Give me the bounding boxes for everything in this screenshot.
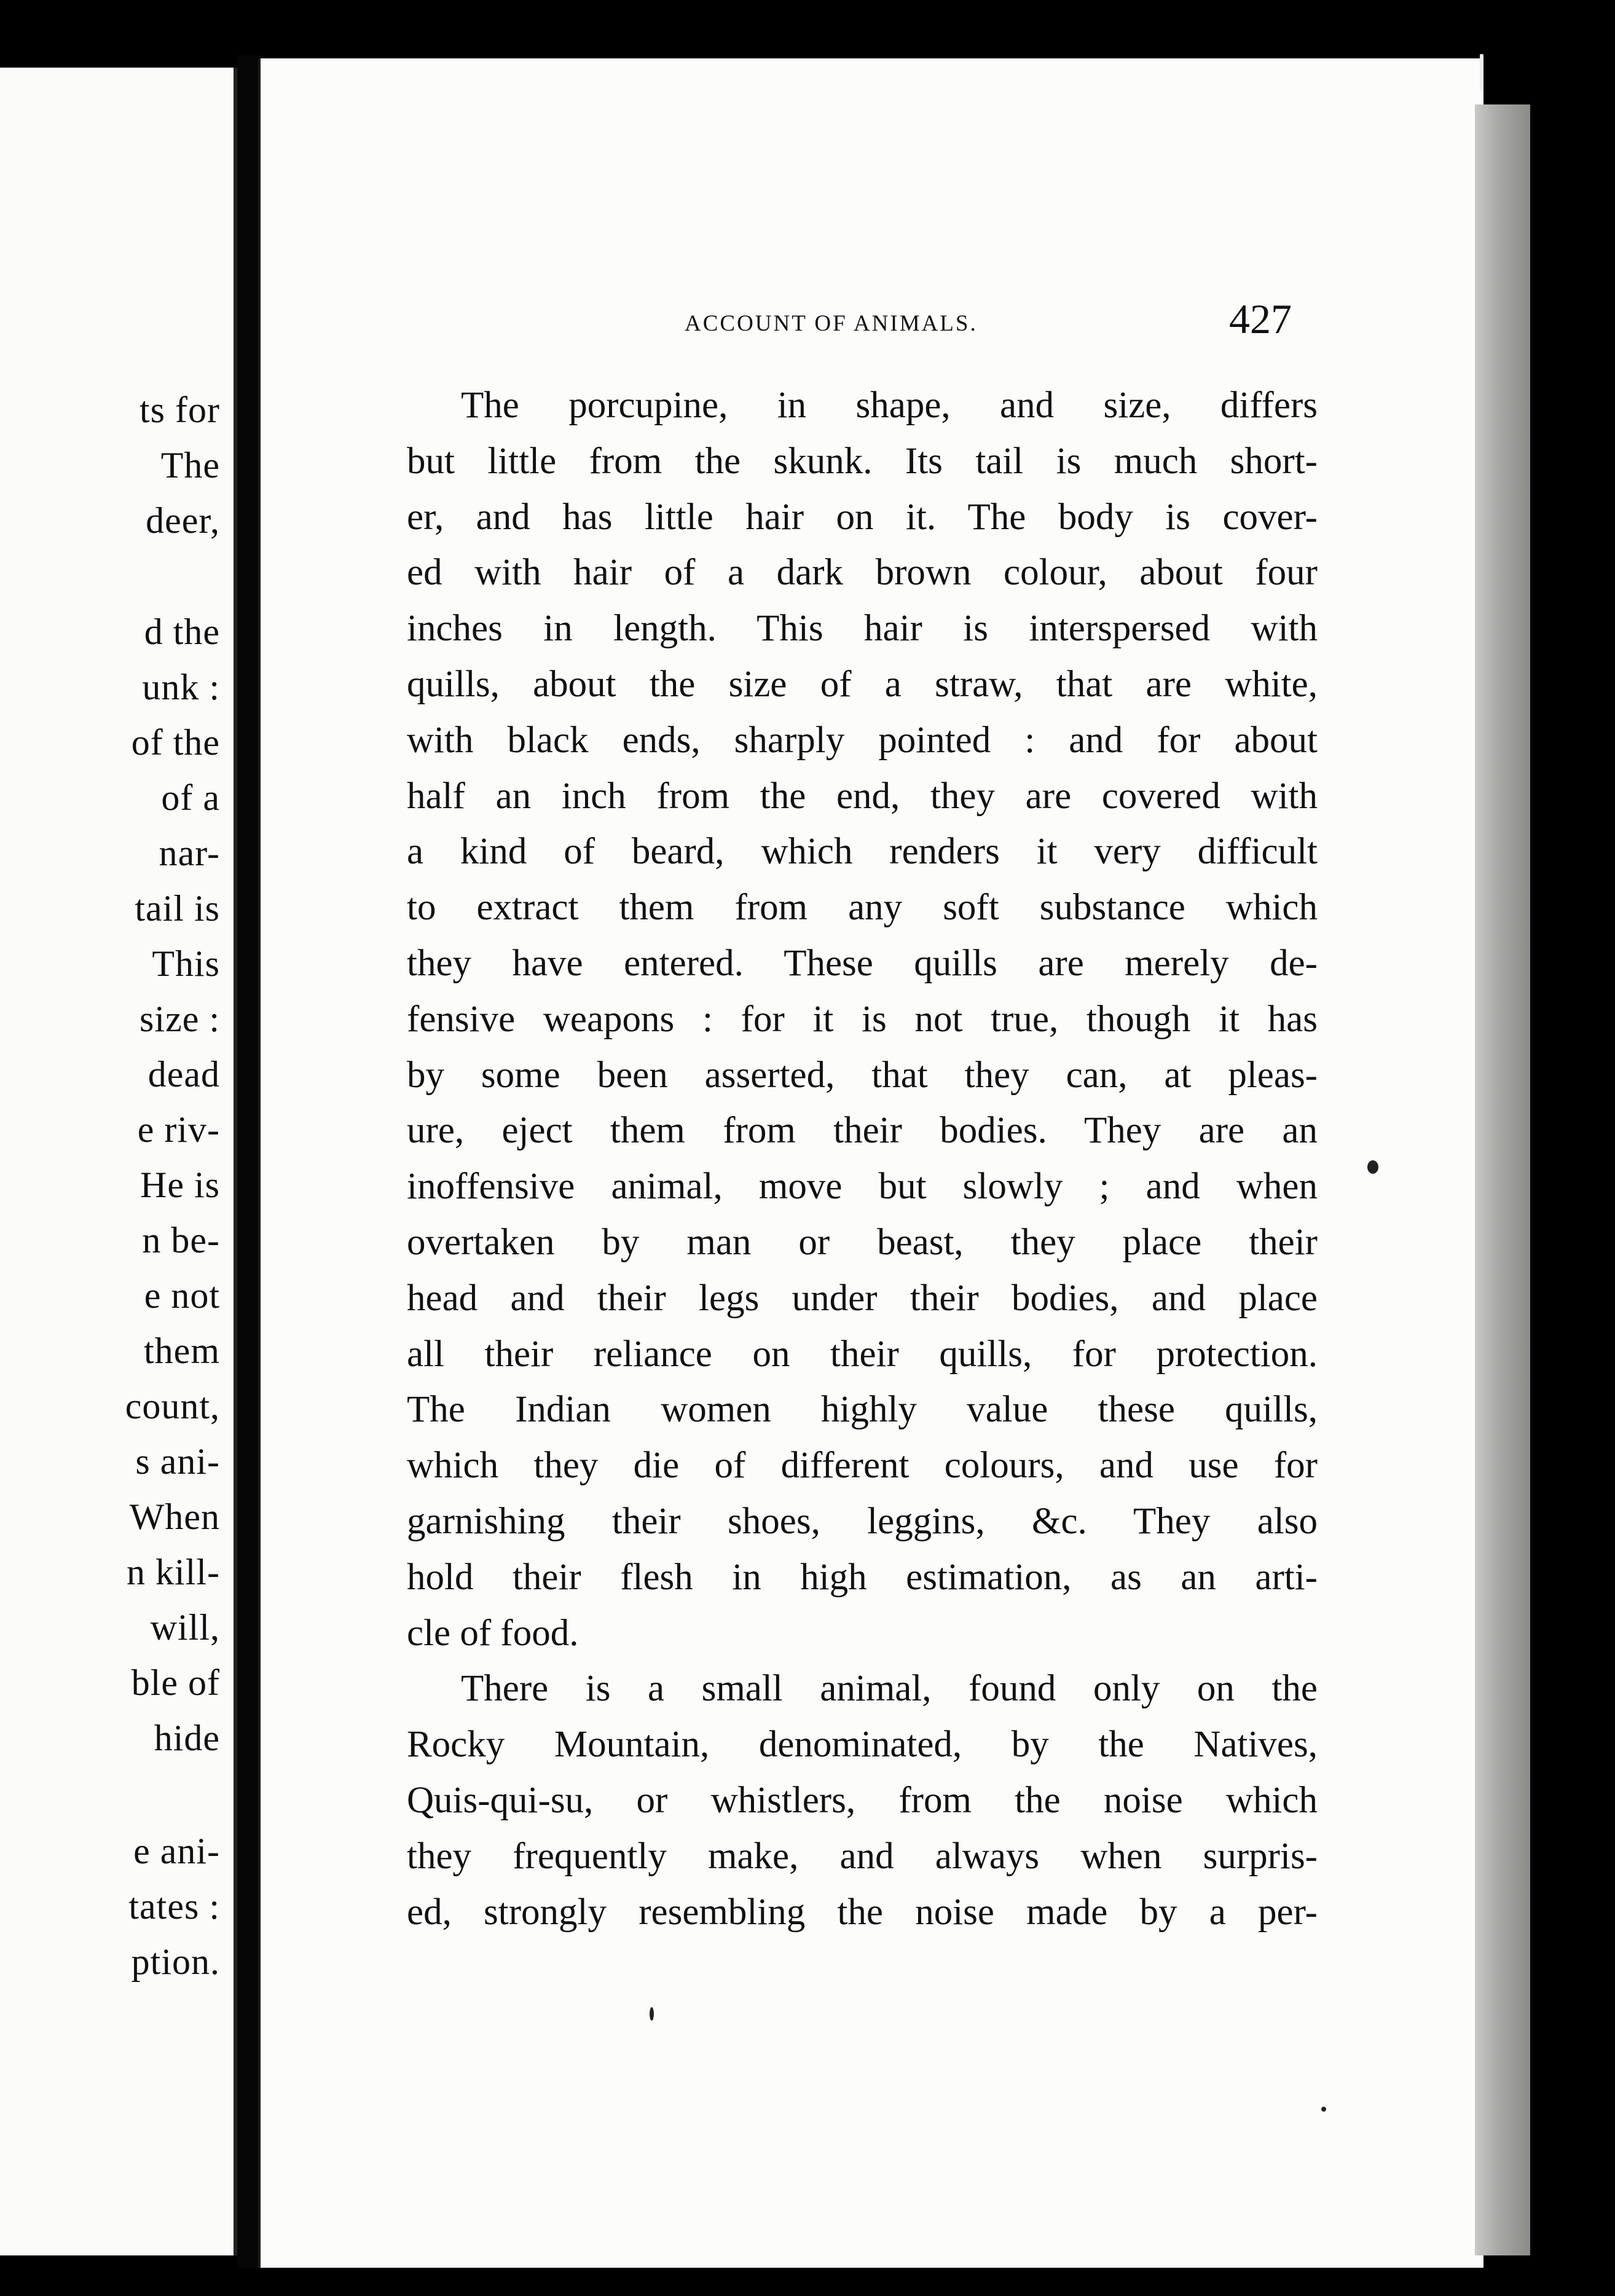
left-fragment: unk :: [142, 667, 220, 707]
text-line: all their reliance on their quills, for protection.: [407, 1333, 1318, 1375]
left-fragment: nar-: [159, 833, 220, 873]
text-line: but little from the skunk. Its tail is much short-: [407, 440, 1318, 482]
text-line: The porcupine, in shape, and size, differs: [461, 385, 1318, 426]
text-line: with black ends, sharply pointed : and for about: [407, 719, 1318, 761]
text-line: which they die of different colours, and use for: [407, 1445, 1318, 1487]
text-line: inches in length. This hair is interspersed with: [407, 608, 1318, 650]
page-number: 427: [1229, 296, 1292, 342]
text-line: a kind of beard, which renders it very difficult: [407, 831, 1318, 873]
text-line: ure, eject them from their bodies. They are an: [407, 1110, 1318, 1152]
left-fragment: ption.: [131, 1941, 220, 1982]
edge-mark: [1480, 54, 1483, 91]
left-fragment: e not: [144, 1275, 220, 1316]
left-fragment: The: [160, 445, 220, 486]
facing-left-page: [0, 68, 237, 2255]
left-fragment: hide: [154, 1718, 220, 1758]
left-fragment: e riv-: [137, 1109, 220, 1150]
text-line: There is a small animal, found only on the: [461, 1668, 1318, 1710]
text-line: hold their flesh in high estimation, as an arti-: [407, 1556, 1318, 1598]
left-fragment: n be-: [142, 1220, 220, 1260]
left-fragment: dead: [147, 1054, 220, 1095]
text-line: er, and has little hair on it. The body is cover-: [407, 496, 1318, 538]
left-fragment: n kill-: [127, 1552, 220, 1592]
left-fragment: When: [129, 1496, 220, 1537]
left-fragment: ts for: [139, 390, 220, 430]
left-fragment: He is: [140, 1165, 220, 1205]
left-fragment: tail is: [135, 888, 220, 929]
left-fragment: them: [144, 1331, 220, 1371]
left-fragment: This: [152, 943, 220, 984]
left-fragment: size :: [139, 999, 220, 1039]
text-line: they have entered. These quills are merely de-: [407, 942, 1318, 984]
text-line: overtaken by man or beast, they place their: [407, 1221, 1318, 1263]
text-line: garnishing their shoes, leggins, &c. They also: [407, 1500, 1318, 1542]
text-line: ed, strongly resembling the noise made by a per-: [407, 1891, 1318, 1933]
text-line: to extract them from any soft substance which: [407, 887, 1318, 929]
text-line: cle of food.: [407, 1612, 579, 1654]
text-line: half an inch from the end, they are covered with: [407, 775, 1318, 817]
left-fragment: tates :: [128, 1886, 220, 1927]
text-line: ed with hair of a dark brown colour, about four: [407, 552, 1318, 594]
left-fragment: of a: [161, 777, 220, 818]
text-line: Rocky Mountain, denominated, by the Natives,: [407, 1724, 1318, 1766]
left-fragment: deer,: [146, 500, 220, 541]
ink-speck: [1321, 2107, 1326, 2112]
text-line: The Indian women highly value these quills,: [407, 1389, 1318, 1431]
text-line: quills, about the size of a straw, that are white,: [407, 663, 1318, 705]
text-line: Quis-qui-su, or whistlers, from the noise which: [407, 1779, 1318, 1821]
text-line: fensive weapons : for it is not true, though it has: [407, 998, 1318, 1040]
ink-speck: [1367, 1160, 1378, 1174]
running-head: ACCOUNT OF ANIMALS.: [685, 311, 978, 336]
left-fragment: count,: [125, 1386, 220, 1426]
left-fragment: e ani-: [133, 1831, 220, 1871]
page-edge: [1475, 104, 1530, 2255]
left-fragment: will,: [150, 1607, 220, 1648]
text-line: by some been asserted, that they can, at pleas-: [407, 1054, 1318, 1096]
body-text: [407, 378, 1318, 1940]
left-fragment: of the: [131, 722, 220, 763]
ink-speck: [650, 2007, 654, 2021]
text-line: inoffensive animal, move but slowly ; and when: [407, 1166, 1318, 1208]
left-fragment: d the: [144, 611, 220, 652]
left-fragment: s ani-: [135, 1441, 220, 1482]
text-line: they frequently make, and always when surpris-: [407, 1835, 1318, 1877]
left-fragment: ble of: [131, 1662, 220, 1703]
text-line: head and their legs under their bodies, and place: [407, 1277, 1318, 1319]
